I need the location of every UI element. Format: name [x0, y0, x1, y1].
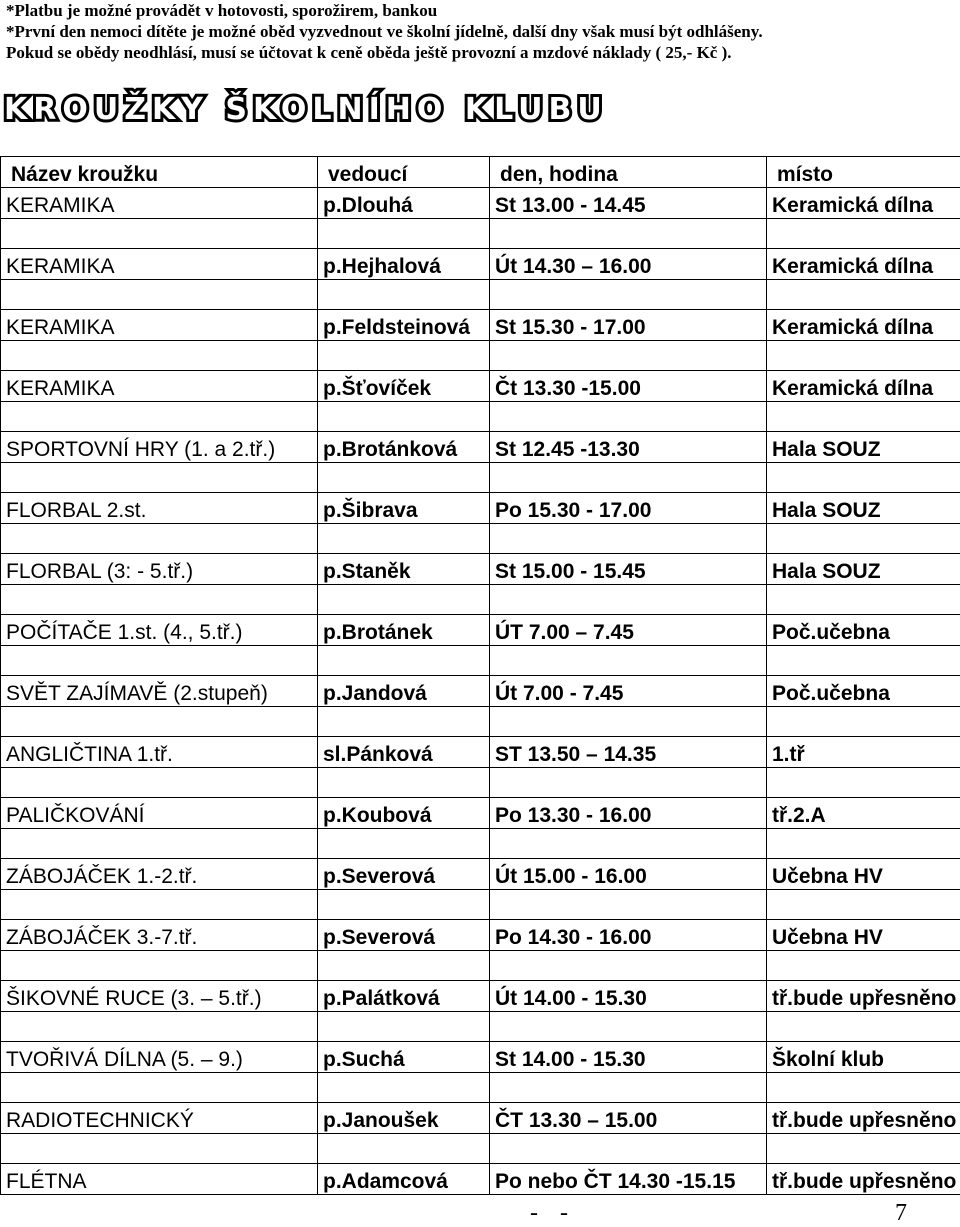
cell-location: tř.bude upřesněno [767, 981, 960, 1012]
empty-cell [490, 463, 767, 493]
empty-cell [318, 707, 490, 737]
cell-leader: p.Suchá [318, 1042, 490, 1073]
cell-leader: p.Staněk [318, 554, 490, 585]
cell-leader: p.Severová [318, 920, 490, 951]
empty-cell [1, 524, 318, 554]
empty-cell [767, 1073, 960, 1103]
empty-cell [318, 1073, 490, 1103]
cell-schedule: St 15.30 - 17.00 [490, 310, 767, 341]
spacer-row [1, 646, 960, 676]
cell-leader: p.Feldsteinová [318, 310, 490, 341]
footer-dashes: - - [530, 1200, 576, 1227]
spacer-row [1, 951, 960, 981]
cell-leader: p.Janoušek [318, 1103, 490, 1134]
table-row [1, 371, 960, 402]
cell-location: Učebna HV [767, 859, 960, 890]
empty-cell [1, 585, 318, 615]
cell-schedule: Čt 13.30 -15.00 [490, 371, 767, 402]
cell-club-name: KERAMIKA [1, 188, 318, 219]
cell-schedule: St 14.00 - 15.30 [490, 1042, 767, 1073]
spacer-row [1, 402, 960, 432]
empty-cell [767, 1012, 960, 1042]
empty-cell [767, 524, 960, 554]
column-header-location: místo [767, 157, 960, 188]
table-row [1, 249, 960, 280]
empty-cell [318, 524, 490, 554]
table-row [1, 859, 960, 890]
table-row [1, 981, 960, 1012]
cell-leader: p.Palátková [318, 981, 490, 1012]
cell-club-name: PALIČKOVÁNÍ [1, 798, 318, 829]
empty-cell [1, 890, 318, 920]
cell-leader: p.Šibrava [318, 493, 490, 524]
cell-location: tř.bude upřesněno [767, 1103, 960, 1134]
empty-cell [490, 280, 767, 310]
cell-club-name: FLÉTNA [1, 1164, 318, 1195]
cell-club-name: FLORBAL 2.st. [1, 493, 318, 524]
table-row [1, 432, 960, 463]
empty-cell [767, 280, 960, 310]
empty-cell [318, 829, 490, 859]
empty-cell [318, 341, 490, 371]
cell-schedule: Út 7.00 - 7.45 [490, 676, 767, 707]
clubs-table [0, 156, 960, 1195]
empty-cell [767, 646, 960, 676]
spacer-row [1, 829, 960, 859]
spacer-row [1, 524, 960, 554]
empty-cell [767, 341, 960, 371]
spacer-row [1, 707, 960, 737]
spacer-row [1, 1134, 960, 1164]
cell-schedule: ČT 13.30 – 15.00 [490, 1103, 767, 1134]
cell-location: Hala SOUZ [767, 554, 960, 585]
empty-cell [490, 707, 767, 737]
cell-club-name: SVĚT ZAJÍMAVĚ (2.stupeň) [1, 676, 318, 707]
cell-club-name: TVOŘIVÁ DÍLNA (5. – 9.) [1, 1042, 318, 1073]
empty-cell [1, 1134, 318, 1164]
table-row [1, 676, 960, 707]
empty-cell [767, 219, 960, 249]
cell-schedule: ST 13.50 – 14.35 [490, 737, 767, 768]
cell-schedule: Út 14.00 - 15.30 [490, 981, 767, 1012]
spacer-row [1, 219, 960, 249]
empty-cell [490, 585, 767, 615]
cell-club-name: RADIOTECHNICKÝ [1, 1103, 318, 1134]
empty-cell [490, 951, 767, 981]
spacer-row [1, 463, 960, 493]
table-row [1, 1042, 960, 1073]
empty-cell [767, 402, 960, 432]
table-row [1, 615, 960, 646]
spacer-row [1, 341, 960, 371]
empty-cell [767, 707, 960, 737]
cell-location: Školní klub [767, 1042, 960, 1073]
cell-location: Hala SOUZ [767, 493, 960, 524]
empty-cell [1, 646, 318, 676]
table-row [1, 310, 960, 341]
note-line: Pokud se obědy neodhlásí, musí se účtovat k ceně oběda ještě provozní a mzdové náklady ( 25,- Kč ). [6, 42, 956, 63]
empty-cell [1, 341, 318, 371]
table-row [1, 798, 960, 829]
cell-location: Keramická dílna [767, 371, 960, 402]
table-row [1, 737, 960, 768]
empty-cell [1, 707, 318, 737]
empty-cell [767, 463, 960, 493]
empty-cell [318, 890, 490, 920]
cell-leader: p.Šťovíček [318, 371, 490, 402]
page-title: KROUŽKY ŠKOLNÍHO KLUBU [4, 92, 608, 138]
table-row [1, 920, 960, 951]
payment-notes [6, 0, 956, 63]
cell-club-name: SPORTOVNÍ HRY (1. a 2.tř.) [1, 432, 318, 463]
cell-location: Poč.učebna [767, 615, 960, 646]
cell-schedule: St 12.45 -13.30 [490, 432, 767, 463]
empty-cell [767, 1134, 960, 1164]
cell-leader: p.Adamcová [318, 1164, 490, 1195]
cell-location: Keramická dílna [767, 310, 960, 341]
column-header-leader: vedoucí [318, 157, 490, 188]
empty-cell [318, 402, 490, 432]
empty-cell [490, 402, 767, 432]
cell-schedule: ÚT 7.00 – 7.45 [490, 615, 767, 646]
spacer-row [1, 890, 960, 920]
empty-cell [318, 951, 490, 981]
cell-location: Učebna HV [767, 920, 960, 951]
cell-location: tř.2.A [767, 798, 960, 829]
cell-leader: p.Severová [318, 859, 490, 890]
cell-location: Keramická dílna [767, 249, 960, 280]
spacer-row [1, 768, 960, 798]
empty-cell [1, 951, 318, 981]
cell-location: Hala SOUZ [767, 432, 960, 463]
empty-cell [1, 463, 318, 493]
cell-schedule: Po 13.30 - 16.00 [490, 798, 767, 829]
cell-location: tř.bude upřesněno [767, 1164, 960, 1195]
cell-schedule: Út 15.00 - 16.00 [490, 859, 767, 890]
cell-leader: sl.Pánková [318, 737, 490, 768]
cell-club-name: ANGLIČTINA 1.tř. [1, 737, 318, 768]
cell-location: Poč.učebna [767, 676, 960, 707]
column-header-schedule: den, hodina [490, 157, 767, 188]
table-row [1, 1164, 960, 1195]
table-row [1, 1103, 960, 1134]
cell-club-name: KERAMIKA [1, 310, 318, 341]
empty-cell [767, 585, 960, 615]
table-row [1, 493, 960, 524]
cell-schedule: Út 14.30 – 16.00 [490, 249, 767, 280]
empty-cell [767, 829, 960, 859]
empty-cell [318, 463, 490, 493]
empty-cell [490, 1073, 767, 1103]
empty-cell [1, 219, 318, 249]
empty-cell [1, 402, 318, 432]
spacer-row [1, 1012, 960, 1042]
empty-cell [1, 768, 318, 798]
empty-cell [490, 646, 767, 676]
table-row [1, 188, 960, 219]
note-line: *Platbu je možné provádět v hotovosti, sporožirem, bankou [6, 0, 956, 21]
spacer-row [1, 1073, 960, 1103]
cell-schedule: Po nebo ČT 14.30 -15.15 [490, 1164, 767, 1195]
cell-club-name: ZÁBOJÁČEK 1.-2.tř. [1, 859, 318, 890]
empty-cell [490, 524, 767, 554]
empty-cell [490, 1012, 767, 1042]
cell-schedule: St 15.00 - 15.45 [490, 554, 767, 585]
cell-location: Keramická dílna [767, 188, 960, 219]
empty-cell [318, 585, 490, 615]
empty-cell [490, 219, 767, 249]
empty-cell [318, 768, 490, 798]
cell-club-name: KERAMIKA [1, 249, 318, 280]
empty-cell [490, 768, 767, 798]
cell-leader: p.Hejhalová [318, 249, 490, 280]
empty-cell [490, 341, 767, 371]
empty-cell [1, 1012, 318, 1042]
empty-cell [318, 646, 490, 676]
cell-schedule: St 13.00 - 14.45 [490, 188, 767, 219]
cell-leader: p.Brotánek [318, 615, 490, 646]
empty-cell [318, 219, 490, 249]
cell-location: 1.tř [767, 737, 960, 768]
empty-cell [1, 829, 318, 859]
cell-club-name: KERAMIKA [1, 371, 318, 402]
empty-cell [1, 1073, 318, 1103]
page-number: 7 [895, 1200, 907, 1227]
cell-schedule: Po 14.30 - 16.00 [490, 920, 767, 951]
empty-cell [767, 951, 960, 981]
cell-schedule: Po 15.30 - 17.00 [490, 493, 767, 524]
empty-cell [767, 890, 960, 920]
cell-club-name: FLORBAL (3: - 5.tř.) [1, 554, 318, 585]
empty-cell [318, 280, 490, 310]
empty-cell [490, 890, 767, 920]
cell-leader: p.Brotánková [318, 432, 490, 463]
note-line: *První den nemoci dítěte je možné oběd vyzvednout ve školní jídelně, další dny však musí být odhlášeny. [6, 21, 956, 42]
cell-leader: p.Koubová [318, 798, 490, 829]
empty-cell [318, 1134, 490, 1164]
empty-cell [767, 768, 960, 798]
spacer-row [1, 280, 960, 310]
empty-cell [318, 1012, 490, 1042]
column-header-club-name: Název kroužku [1, 157, 318, 188]
cell-leader: p.Dlouhá [318, 188, 490, 219]
table-row [1, 554, 960, 585]
cell-leader: p.Jandová [318, 676, 490, 707]
empty-cell [490, 829, 767, 859]
table-header-row [1, 157, 960, 188]
cell-club-name: ZÁBOJÁČEK 3.-7.tř. [1, 920, 318, 951]
empty-cell [490, 1134, 767, 1164]
empty-cell [1, 280, 318, 310]
cell-club-name: POČÍTAČE 1.st. (4., 5.tř.) [1, 615, 318, 646]
spacer-row [1, 585, 960, 615]
cell-club-name: ŠIKOVNÉ RUCE (3. – 5.tř.) [1, 981, 318, 1012]
